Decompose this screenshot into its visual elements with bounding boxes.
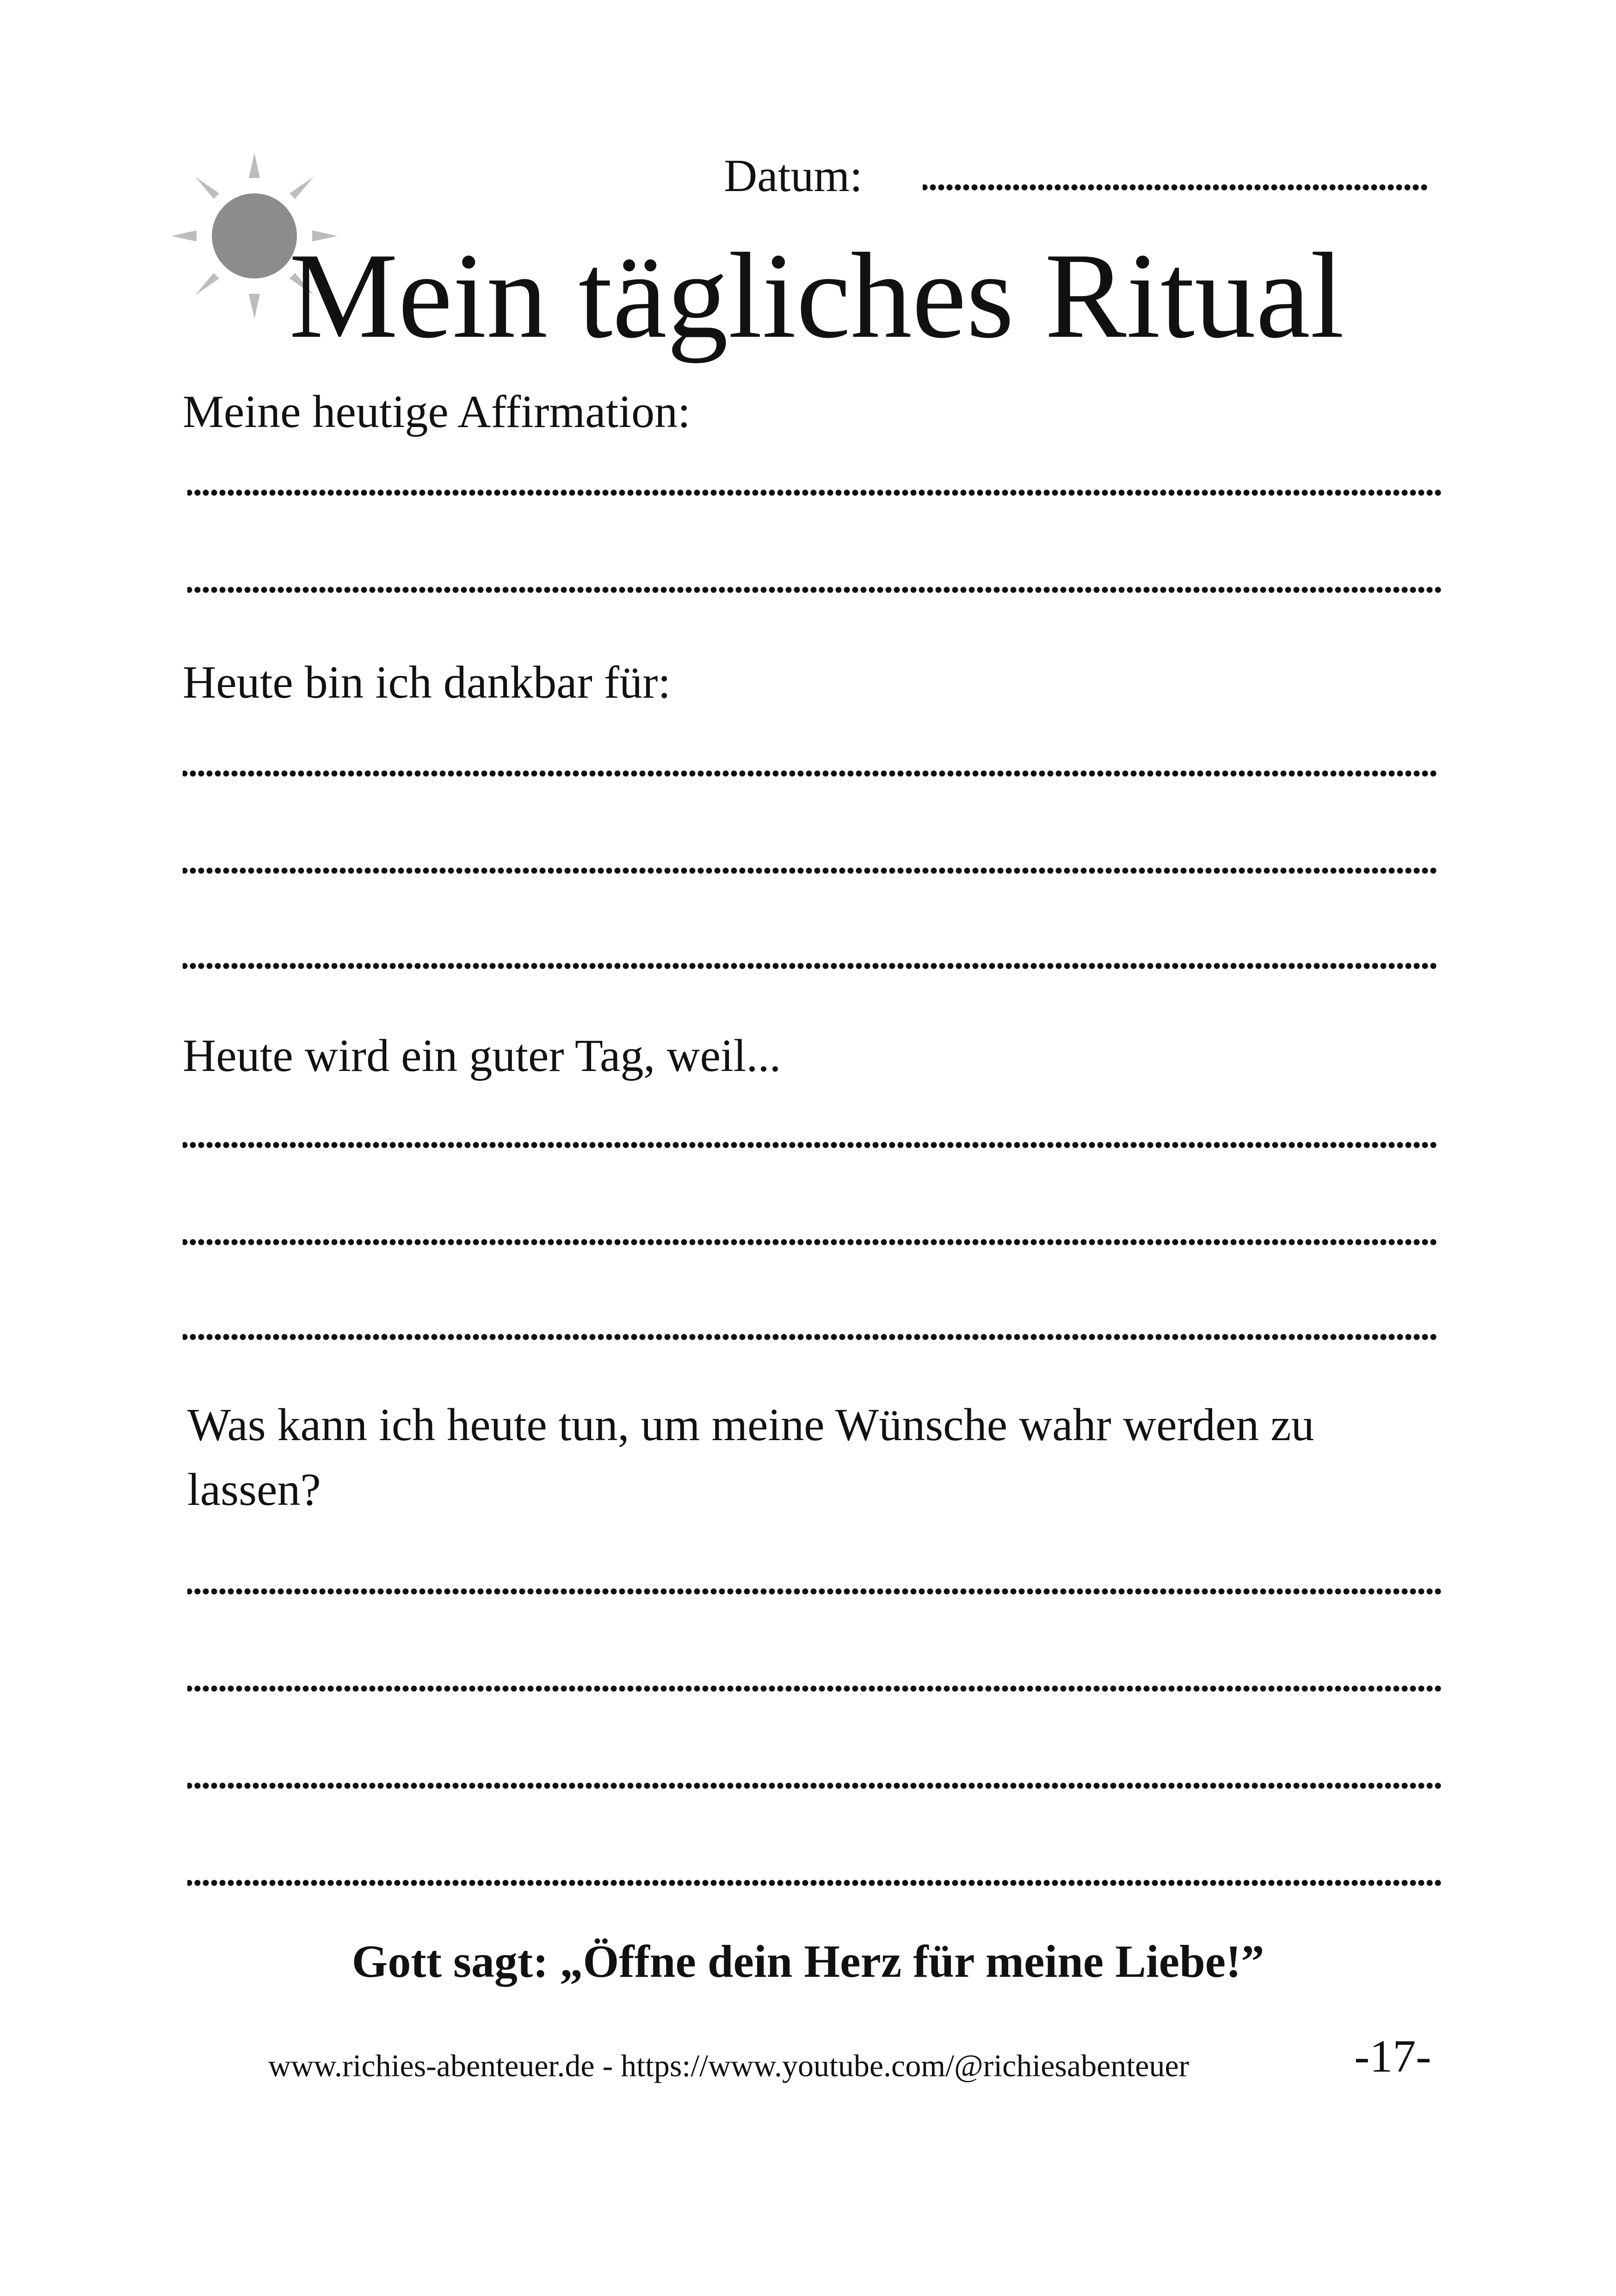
page-title: Mein tägliches Ritual <box>289 228 1345 364</box>
section-label-gratitude: Heute bin ich dankbar für: <box>183 656 671 708</box>
writing-line[interactable] <box>183 1136 1441 1154</box>
writing-line[interactable] <box>183 1233 1441 1251</box>
section-label-good-day: Heute wird ein guter Tag, weil... <box>183 1030 781 1081</box>
writing-line[interactable] <box>187 1582 1445 1601</box>
writing-line[interactable] <box>183 861 1441 880</box>
writing-line[interactable] <box>187 1776 1445 1795</box>
writing-line[interactable] <box>187 483 1445 502</box>
writing-line[interactable] <box>187 1679 1445 1698</box>
writing-line[interactable] <box>187 1874 1445 1892</box>
footer-url: www.richies-abenteuer.de - https://www.youtube.com/@richiesabenteuer <box>268 2048 1190 2083</box>
writing-line[interactable] <box>187 581 1445 599</box>
page-number: -17- <box>1354 2030 1431 2082</box>
date-dotted-line[interactable] <box>923 178 1434 197</box>
bible-quote: Gott sagt: „Öffne dein Herz für meine Liebe!” <box>352 1936 1264 1987</box>
section-label-affirmation: Meine heutige Affirmation: <box>183 386 691 437</box>
section-label-wishes: Was kann ich heute tun, um meine Wünsche wahr werden zu lassen? <box>187 1399 1314 1515</box>
date-label: Datum: <box>724 150 863 201</box>
writing-line[interactable] <box>183 764 1441 783</box>
writing-line[interactable] <box>183 957 1441 975</box>
writing-line[interactable] <box>183 1328 1441 1346</box>
